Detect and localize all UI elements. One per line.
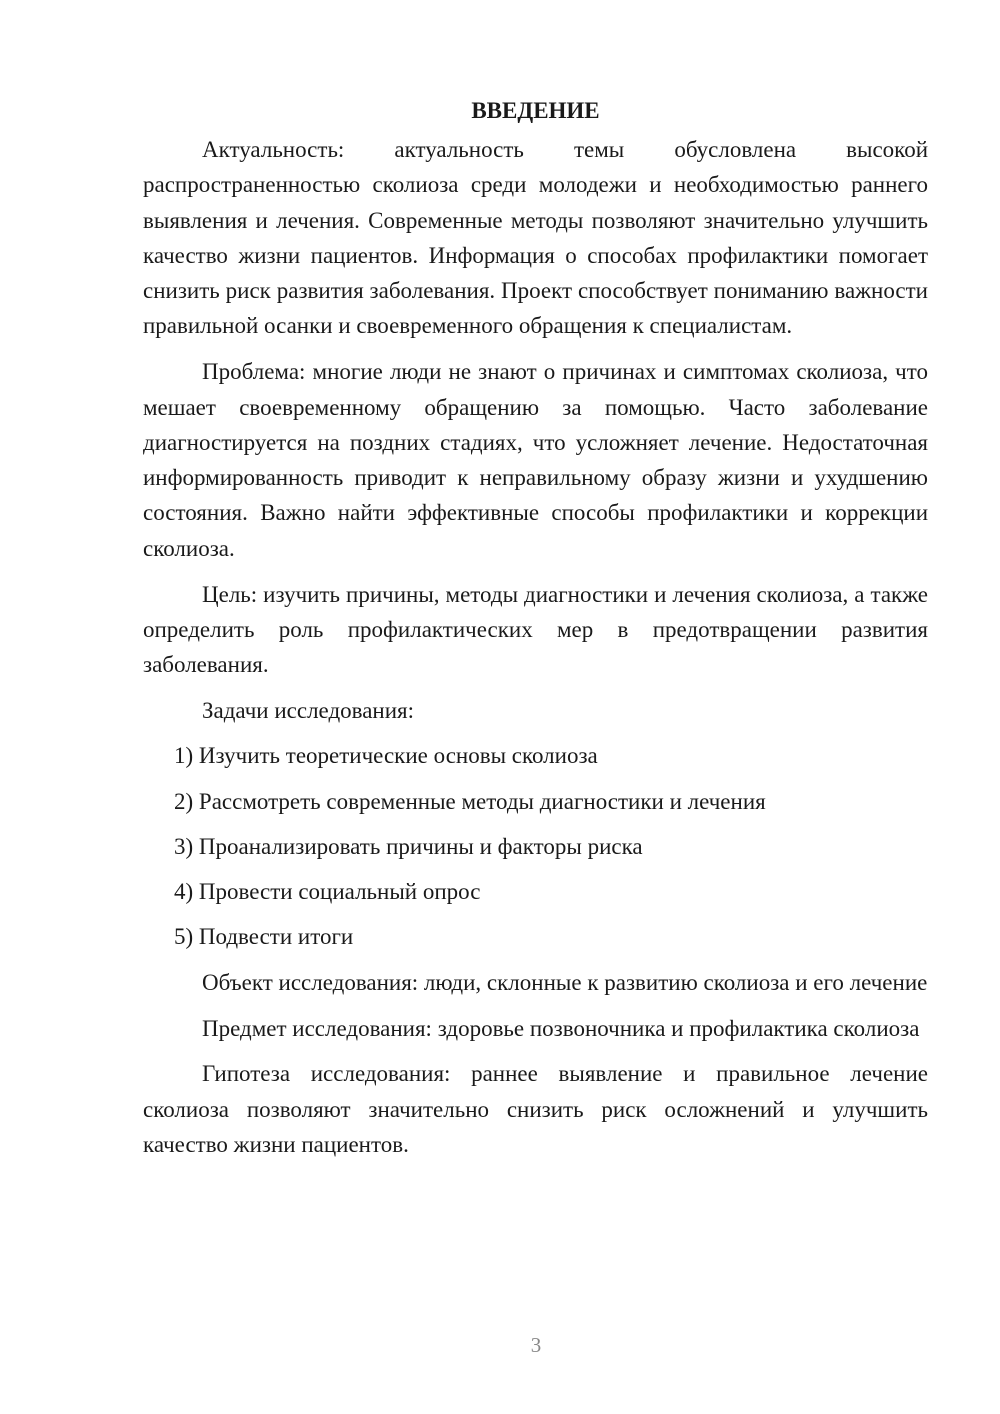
tasks-list [143,738,928,954]
object-paragraph: Объект исследования: люди, склонные к развитию сколиоза и его лечение [202,969,928,995]
section-title: ВВЕДЕНИЕ [471,98,600,123]
task-item: 4) Провести социальный опрос [174,879,481,905]
task-item: 1) Изучить теоретические основы сколиоза [174,743,598,769]
page-number: 3 [530,1333,542,1357]
hypothesis-paragraph: Гипотеза исследования: раннее выявление и правильное лечение сколиоза позволяют значительно снизить риск осложнений и улучшить качество жизни пациентов. [143,1061,928,1157]
task-item: 5) Подвести итоги [174,924,354,950]
document-page [143,93,928,1173]
relevance-paragraph: Актуальность: актуальность темы обусловлена высокой распространенностью сколиоза среди молодежи и необходимостью раннего выявления и лечения. Современные методы позволяют значительно улучшить качество жизни пациентов. Информация о способах профилактики помогает снизить риск развития заболевания. Проект способствует пониманию важности правильной осанки и своевременного обращения к специалистам. [143,137,928,339]
goal-paragraph: Цель: изучить причины, методы диагностики и лечения сколиоза, а также определить роль профилактических мер в предотвращении развития заболевания. [143,581,928,678]
task-item: 3) Проанализировать причины и факторы риска [174,833,643,859]
task-item: 2) Рассмотреть современные методы диагностики и лечения [174,788,766,814]
subject-paragraph: Предмет исследования: здоровье позвоночника и профилактика сколиоза [202,1015,920,1041]
problem-paragraph: Проблема: многие люди не знают о причинах и симптомах сколиоза, что мешает своевременному обращению за помощью. Часто заболевание диагностируется на поздних стадиях, что усложняет лечение. Недостаточная информированность приводит к неправильному образу жизни и ухудшению состояния. Важно найти эффективные способы профилактики и коррекции сколиоза. [143,359,928,561]
tasks-heading: Задачи исследования: [202,697,415,723]
